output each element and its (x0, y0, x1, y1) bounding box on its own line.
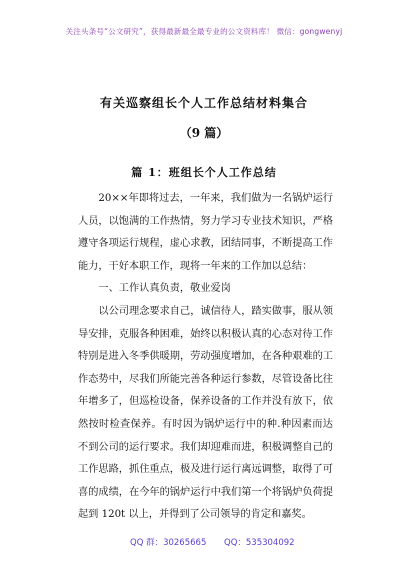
paragraph: 一、工作认真负责，敬业爱岗 (98, 283, 231, 295)
paragraph: 以公司理念要求自己，诚信待人，踏实做事，服从领导安排，克服各种困难，始终以积极认真的心态对待工作特别是进入冬季供暖期，劳动强度增加，在各种艰难的工作态势中，尽我们所能完善各种运行参数，尽管设备比往年增多了，但巡检设备，保养设备的工作并没有放下，依然按时检查保养。有时因为锅炉运行中的种.种因素而达不到公司的运行要求。我们却迎难而进，积极调整自己的工作思路，抓住重点，极及进行运行离远调整，取得了可喜的成绩，在今年的锅炉运行中我们第一个将锅炉负荷提起到 120t 以上，并得到了公司领导的肯定和嘉奖。 (78, 305, 333, 521)
header-note: 关注头条号“公文研究”，获得最新最全最专业的公文资料库！ 微信：gongwenyj (65, 27, 343, 36)
footer-qq: QQ：535304092 (224, 538, 295, 548)
paragraph: 20××年即将过去，一年来，我们做为一名锅炉运行人员，以饱满的工作热情，努力学习专业技术知识，严格遵守各项运行规程，虚心求教，团结同事，不断提高工作能力，干好本职工作，现将一年来的工作加以总结： (78, 193, 333, 272)
footer-qq-group: QQ 群：30265665 (130, 538, 207, 548)
section-title: 篇 1：班组长个人工作总结 (131, 166, 277, 179)
document-count: （9 篇） (179, 126, 229, 140)
body-text (78, 188, 333, 527)
document-title: 有关巡察组长个人工作总结材料集合 (99, 96, 308, 110)
